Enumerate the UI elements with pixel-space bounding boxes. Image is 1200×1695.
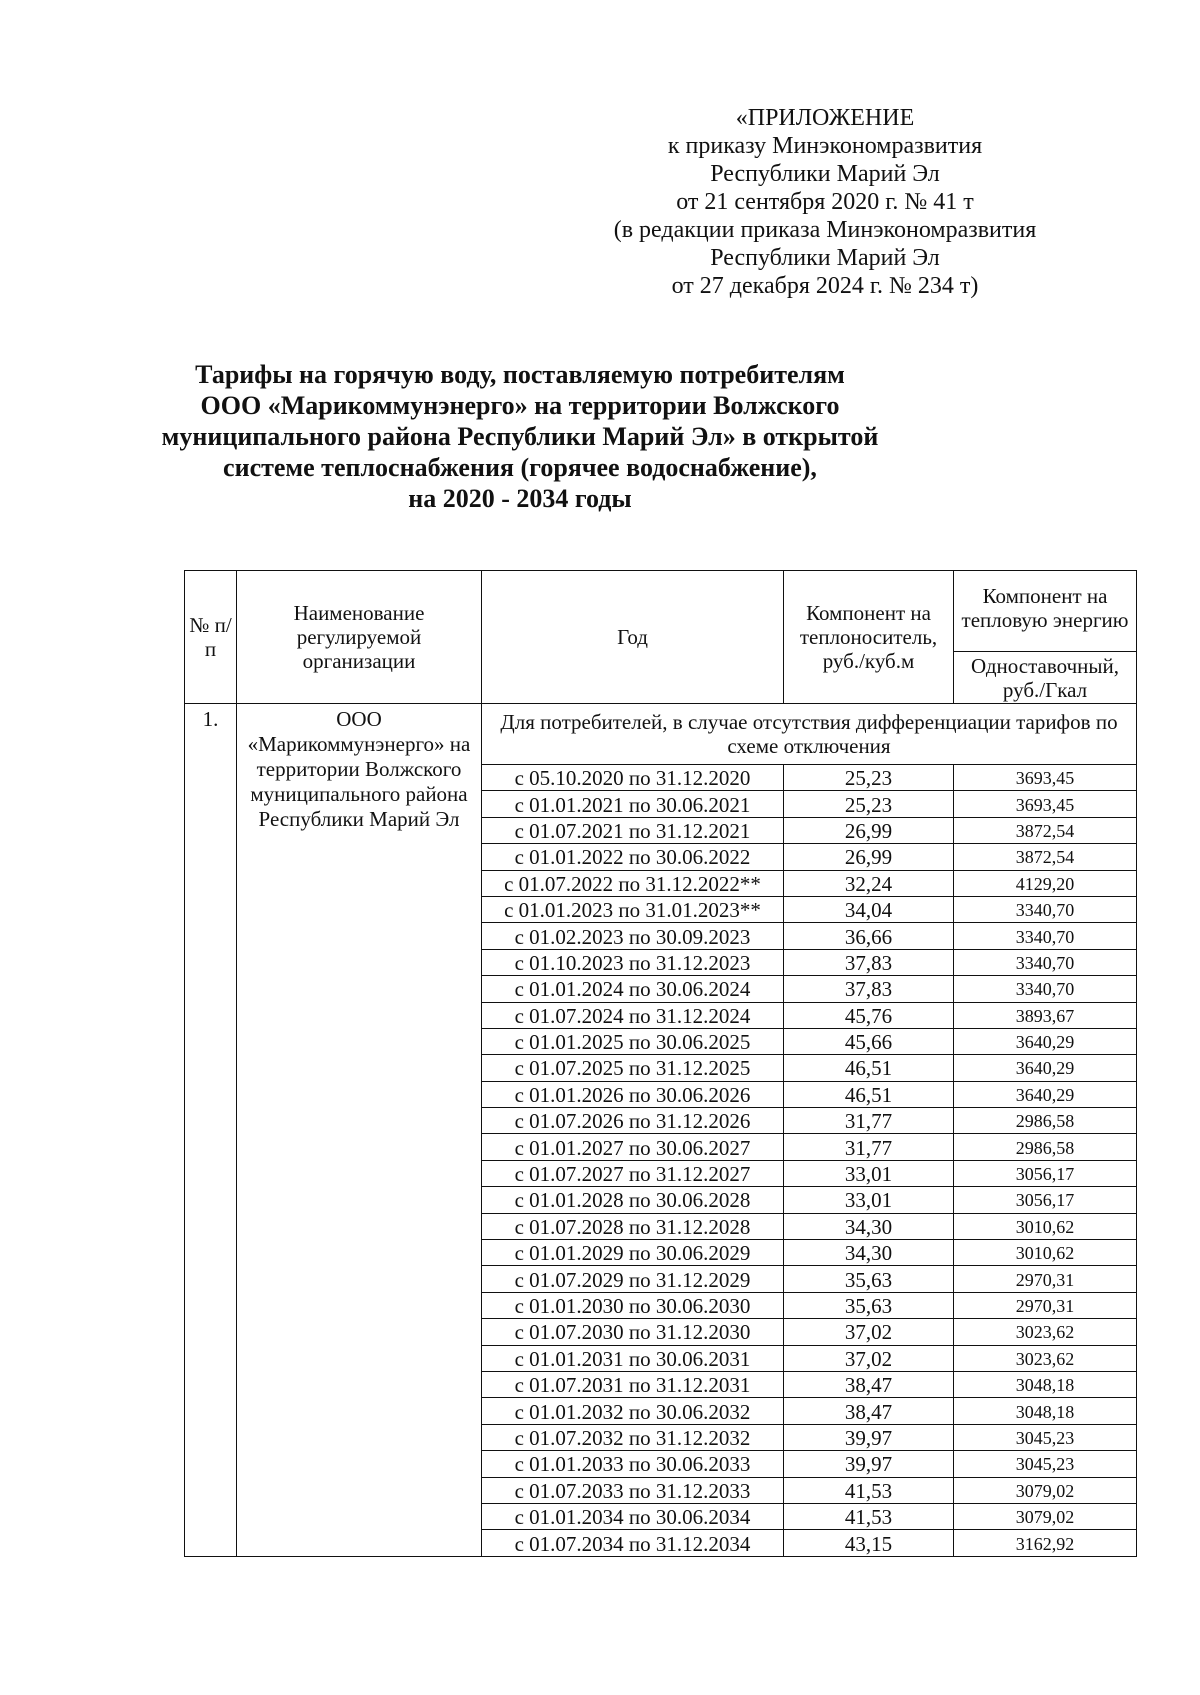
carrier-value: 35,63 <box>784 1266 954 1292</box>
heat-value: 3340,70 <box>954 923 1137 949</box>
appendix-line: Республики Марий Эл <box>710 161 940 187</box>
carrier-value: 38,47 <box>784 1371 954 1397</box>
period-cell: с 01.07.2025 по 31.12.2025 <box>482 1055 784 1081</box>
appendix-line: к приказу Минэкономразвития <box>667 133 983 159</box>
heat-value: 2986,58 <box>954 1134 1137 1160</box>
heat-value: 3872,54 <box>954 817 1137 843</box>
heat-value: 3079,02 <box>954 1477 1137 1503</box>
col-header-num: № п/п <box>185 571 237 704</box>
period-cell: с 01.02.2023 по 30.09.2023 <box>482 923 784 949</box>
heat-value: 3023,62 <box>954 1345 1137 1371</box>
carrier-value: 34,04 <box>784 896 954 922</box>
period-cell: с 01.07.2029 по 31.12.2029 <box>482 1266 784 1292</box>
period-cell: с 01.10.2023 по 31.12.2023 <box>482 949 784 975</box>
col-header-year: Год <box>482 571 784 704</box>
heat-value: 3010,62 <box>954 1240 1137 1266</box>
period-cell: с 01.01.2023 по 31.01.2023** <box>482 896 784 922</box>
entry-number: 1. <box>185 704 237 1557</box>
heat-value: 3340,70 <box>954 949 1137 975</box>
heat-value: 3023,62 <box>954 1319 1137 1345</box>
title-line: на 2020 - 2034 годы <box>408 484 632 513</box>
carrier-value: 39,97 <box>784 1424 954 1450</box>
period-cell: с 05.10.2020 по 31.12.2020 <box>482 765 784 791</box>
period-cell: с 01.01.2027 по 30.06.2027 <box>482 1134 784 1160</box>
heat-value: 3340,70 <box>954 976 1137 1002</box>
carrier-value: 31,77 <box>784 1108 954 1134</box>
carrier-value: 33,01 <box>784 1160 954 1186</box>
tariff-table <box>184 570 1137 1557</box>
carrier-value: 26,99 <box>784 817 954 843</box>
carrier-value: 41,53 <box>784 1503 954 1529</box>
heat-value: 3693,45 <box>954 765 1137 791</box>
carrier-value: 38,47 <box>784 1398 954 1424</box>
carrier-value: 26,99 <box>784 844 954 870</box>
heat-value: 4129,20 <box>954 870 1137 896</box>
carrier-value: 37,83 <box>784 976 954 1002</box>
carrier-value: 31,77 <box>784 1134 954 1160</box>
period-cell: с 01.01.2034 по 30.06.2034 <box>482 1503 784 1529</box>
carrier-value: 37,83 <box>784 949 954 975</box>
period-cell: с 01.01.2022 по 30.06.2022 <box>482 844 784 870</box>
carrier-value: 25,23 <box>784 765 954 791</box>
carrier-value: 37,02 <box>784 1319 954 1345</box>
carrier-value: 45,66 <box>784 1028 954 1054</box>
period-cell: с 01.07.2027 по 31.12.2027 <box>482 1160 784 1186</box>
col-header-heat-group: Компонент на тепловую энергию <box>954 571 1137 652</box>
period-cell: с 01.07.2021 по 31.12.2021 <box>482 817 784 843</box>
carrier-value: 32,24 <box>784 870 954 896</box>
heat-value: 3640,29 <box>954 1055 1137 1081</box>
period-cell: с 01.01.2021 по 30.06.2021 <box>482 791 784 817</box>
appendix-line: от 21 сентября 2020 г. № 41 т <box>676 189 974 215</box>
consumer-subheader: Для потребителей, в случае отсутствия дифференциации тарифов по схеме отключения <box>482 704 1137 765</box>
period-cell: с 01.07.2034 по 31.12.2034 <box>482 1530 784 1556</box>
heat-value: 3045,23 <box>954 1424 1137 1450</box>
heat-value: 3048,18 <box>954 1371 1137 1397</box>
period-cell: с 01.07.2024 по 31.12.2024 <box>482 1002 784 1028</box>
period-cell: с 01.07.2033 по 31.12.2033 <box>482 1477 784 1503</box>
carrier-value: 43,15 <box>784 1530 954 1556</box>
period-cell: с 01.07.2022 по 31.12.2022** <box>482 870 784 896</box>
heat-value: 2986,58 <box>954 1108 1137 1134</box>
heat-value: 3340,70 <box>954 896 1137 922</box>
period-cell: с 01.01.2033 по 30.06.2033 <box>482 1451 784 1477</box>
col-header-org: Наименование регулируемой организации <box>237 571 482 704</box>
carrier-value: 45,76 <box>784 1002 954 1028</box>
carrier-value: 34,30 <box>784 1213 954 1239</box>
title-line: ООО «Марикоммунэнерго» на территории Волжского <box>200 391 840 420</box>
period-cell: с 01.01.2024 по 30.06.2024 <box>482 976 784 1002</box>
period-cell: с 01.07.2028 по 31.12.2028 <box>482 1213 784 1239</box>
carrier-value: 35,63 <box>784 1292 954 1318</box>
org-name: ООО «Марикоммунэнерго» на территории Волжского муниципального района Республики Марий Эл <box>237 704 482 1557</box>
heat-value: 3640,29 <box>954 1081 1137 1107</box>
heat-value: 3640,29 <box>954 1028 1137 1054</box>
period-cell: с 01.01.2025 по 30.06.2025 <box>482 1028 784 1054</box>
title-line: системе теплоснабжения (горячее водоснабжение), <box>223 453 817 482</box>
heat-value: 3079,02 <box>954 1503 1137 1529</box>
heat-value: 3056,17 <box>954 1160 1137 1186</box>
heat-value: 2970,31 <box>954 1266 1137 1292</box>
heat-value: 3045,23 <box>954 1451 1137 1477</box>
heat-value: 3693,45 <box>954 791 1137 817</box>
carrier-value: 46,51 <box>784 1081 954 1107</box>
table-row <box>185 704 1137 765</box>
appendix-line: (в редакции приказа Минэкономразвития <box>613 217 1037 243</box>
carrier-value: 25,23 <box>784 791 954 817</box>
heat-value: 3872,54 <box>954 844 1137 870</box>
carrier-value: 34,30 <box>784 1240 954 1266</box>
heat-value: 3056,17 <box>954 1187 1137 1213</box>
period-cell: с 01.07.2031 по 31.12.2031 <box>482 1371 784 1397</box>
carrier-value: 39,97 <box>784 1451 954 1477</box>
appendix-line: Республики Марий Эл <box>710 245 940 271</box>
carrier-value: 33,01 <box>784 1187 954 1213</box>
col-header-heat-single: Одноставочный, руб./Гкал <box>954 652 1137 704</box>
carrier-value: 41,53 <box>784 1477 954 1503</box>
period-cell: с 01.01.2032 по 30.06.2032 <box>482 1398 784 1424</box>
period-cell: с 01.01.2029 по 30.06.2029 <box>482 1240 784 1266</box>
heat-value: 3893,67 <box>954 1002 1137 1028</box>
heat-value: 3010,62 <box>954 1213 1137 1239</box>
heat-value: 3048,18 <box>954 1398 1137 1424</box>
appendix-header <box>560 104 1090 300</box>
heat-value: 2970,31 <box>954 1292 1137 1318</box>
period-cell: с 01.07.2026 по 31.12.2026 <box>482 1108 784 1134</box>
document-title <box>140 359 900 514</box>
carrier-value: 36,66 <box>784 923 954 949</box>
table-header-row <box>185 571 1137 652</box>
title-line: Тарифы на горячую воду, поставляемую потребителям <box>195 360 845 389</box>
appendix-line: «ПРИЛОЖЕНИЕ <box>735 105 915 131</box>
title-line: муниципального района Республики Марий Эл» в открытой <box>161 422 879 451</box>
carrier-value: 37,02 <box>784 1345 954 1371</box>
period-cell: с 01.01.2030 по 30.06.2030 <box>482 1292 784 1318</box>
col-header-carrier: Компонент на теплоноситель, руб./куб.м <box>784 571 954 704</box>
carrier-value: 46,51 <box>784 1055 954 1081</box>
period-cell: с 01.01.2028 по 30.06.2028 <box>482 1187 784 1213</box>
period-cell: с 01.01.2026 по 30.06.2026 <box>482 1081 784 1107</box>
period-cell: с 01.01.2031 по 30.06.2031 <box>482 1345 784 1371</box>
period-cell: с 01.07.2030 по 31.12.2030 <box>482 1319 784 1345</box>
heat-value: 3162,92 <box>954 1530 1137 1556</box>
appendix-line: от 27 декабря 2024 г. № 234 т) <box>671 273 979 299</box>
period-cell: с 01.07.2032 по 31.12.2032 <box>482 1424 784 1450</box>
